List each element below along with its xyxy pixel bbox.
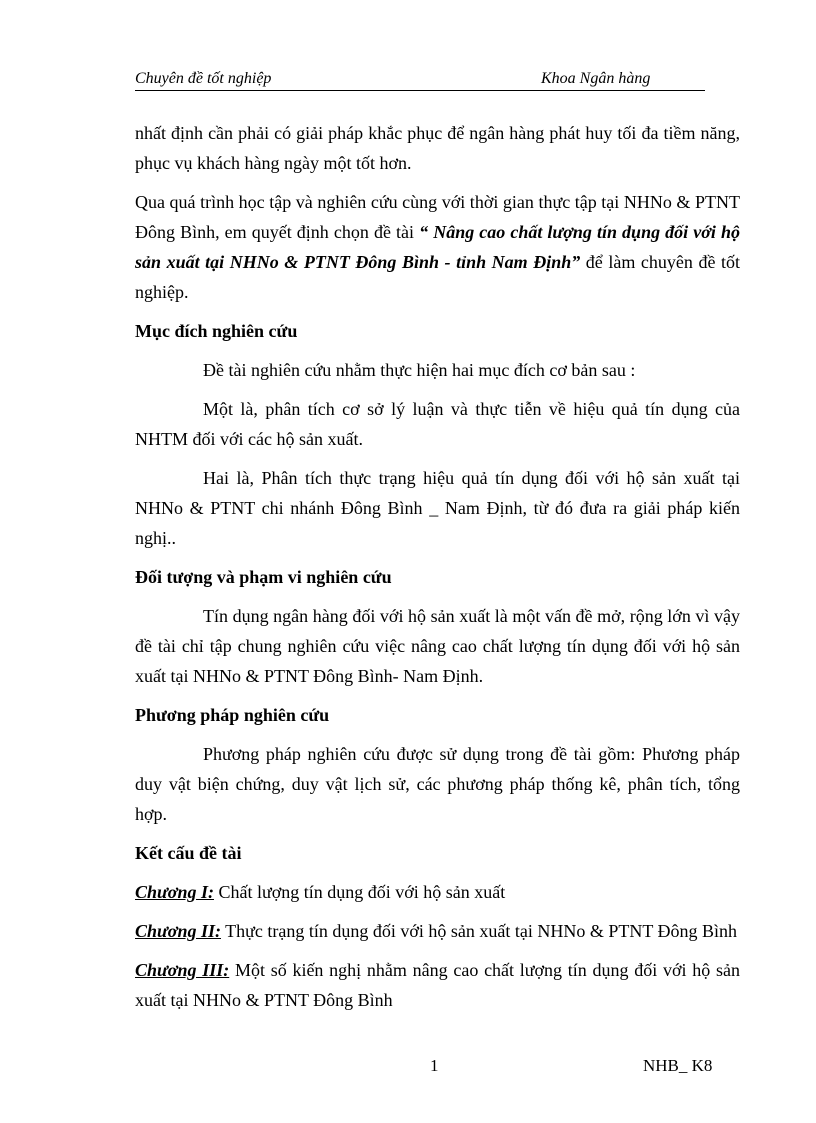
paragraph-topic [135,187,740,307]
purpose-item-1: Một là, phân tích cơ sở lý luận và thực tiễn về hiệu quả tín dụng của NHTM đối với các hộ sản xuất. [135,399,740,449]
chapter-label: Chương II: [135,921,221,941]
header-right-text: Khoa Ngân hàng [541,70,651,87]
page-footer [0,1056,816,1080]
page-header [135,68,705,91]
chapter-item [135,916,740,946]
topic-title: “ Nâng cao chất lượng tín dụng đối với hộ sản xuất tại NHNo & PTNT Đông Bình - tỉnh Nam Định” [135,222,740,272]
chapter-text: Một số kiến nghị nhằm nâng cao chất lượng tín dụng đối với hộ sản xuất tại NHNo & PTNT Đông Bình [135,960,740,1010]
heading-method: Phương pháp nghiên cứu [135,705,330,725]
method-paragraph: Phương pháp nghiên cứu được sử dụng trong đề tài gồm: Phương pháp duy vật biện chứng, duy vật lịch sử, các phương pháp thống kê, phân tích, tổng hợp. [135,744,740,824]
scope-paragraph: Tín dụng ngân hàng đối với hộ sản xuất là một vấn đề mở, rộng lớn vì vậy đề tài chỉ tập chung nghiên cứu việc nâng cao chất lượng tín dụng đối với hộ sản xuất tại NHNo & PTNT Đông Bình- Nam Định. [135,606,740,686]
chapter-item [135,877,740,907]
topic-prefix: Qua quá trình học tập và nghiên cứu cùng với thời gian thực tập tại NHNo & PTNT Đông Bình, em quyết định chọn đề tài [135,192,740,242]
page-number: 1 [430,1056,439,1075]
topic-suffix: để làm chuyên đề tốt nghiệp. [135,252,740,302]
chapter-label: Chương III: [135,960,230,980]
purpose-item-2: Hai là, Phân tích thực trạng hiệu quả tín dụng đối với hộ sản xuất tại NHNo & PTNT chi nhánh Đông Bình _ Nam Định, từ đó đưa ra giải pháp kiến nghị.. [135,468,740,548]
chapter-label: Chương I: [135,882,214,902]
heading-purpose: Mục đích nghiên cứu [135,321,298,341]
footer-code: NHB_ K8 [643,1056,713,1075]
chapter-item [135,955,740,1015]
purpose-intro: Đề tài nghiên cứu nhằm thực hiện hai mục đích cơ bản sau : [203,360,636,380]
heading-structure: Kết cấu đề tài [135,843,242,863]
chapter-text: Thực trạng tín dụng đối với hộ sản xuất tại NHNo & PTNT Đông Bình [220,921,738,941]
heading-scope: Đối tượng và phạm vi nghiên cứu [135,567,392,587]
paragraph-intro: nhất định cần phải có giải pháp khắc phục để ngân hàng phát huy tối đa tiềm năng, phục vụ khách hàng ngày một tốt hơn. [135,123,740,173]
chapter-text: Chất lượng tín dụng đối với hộ sản xuất [213,882,506,902]
header-left-text: Chuyên đề tốt nghiệp [135,70,272,87]
document-body [135,118,740,1024]
